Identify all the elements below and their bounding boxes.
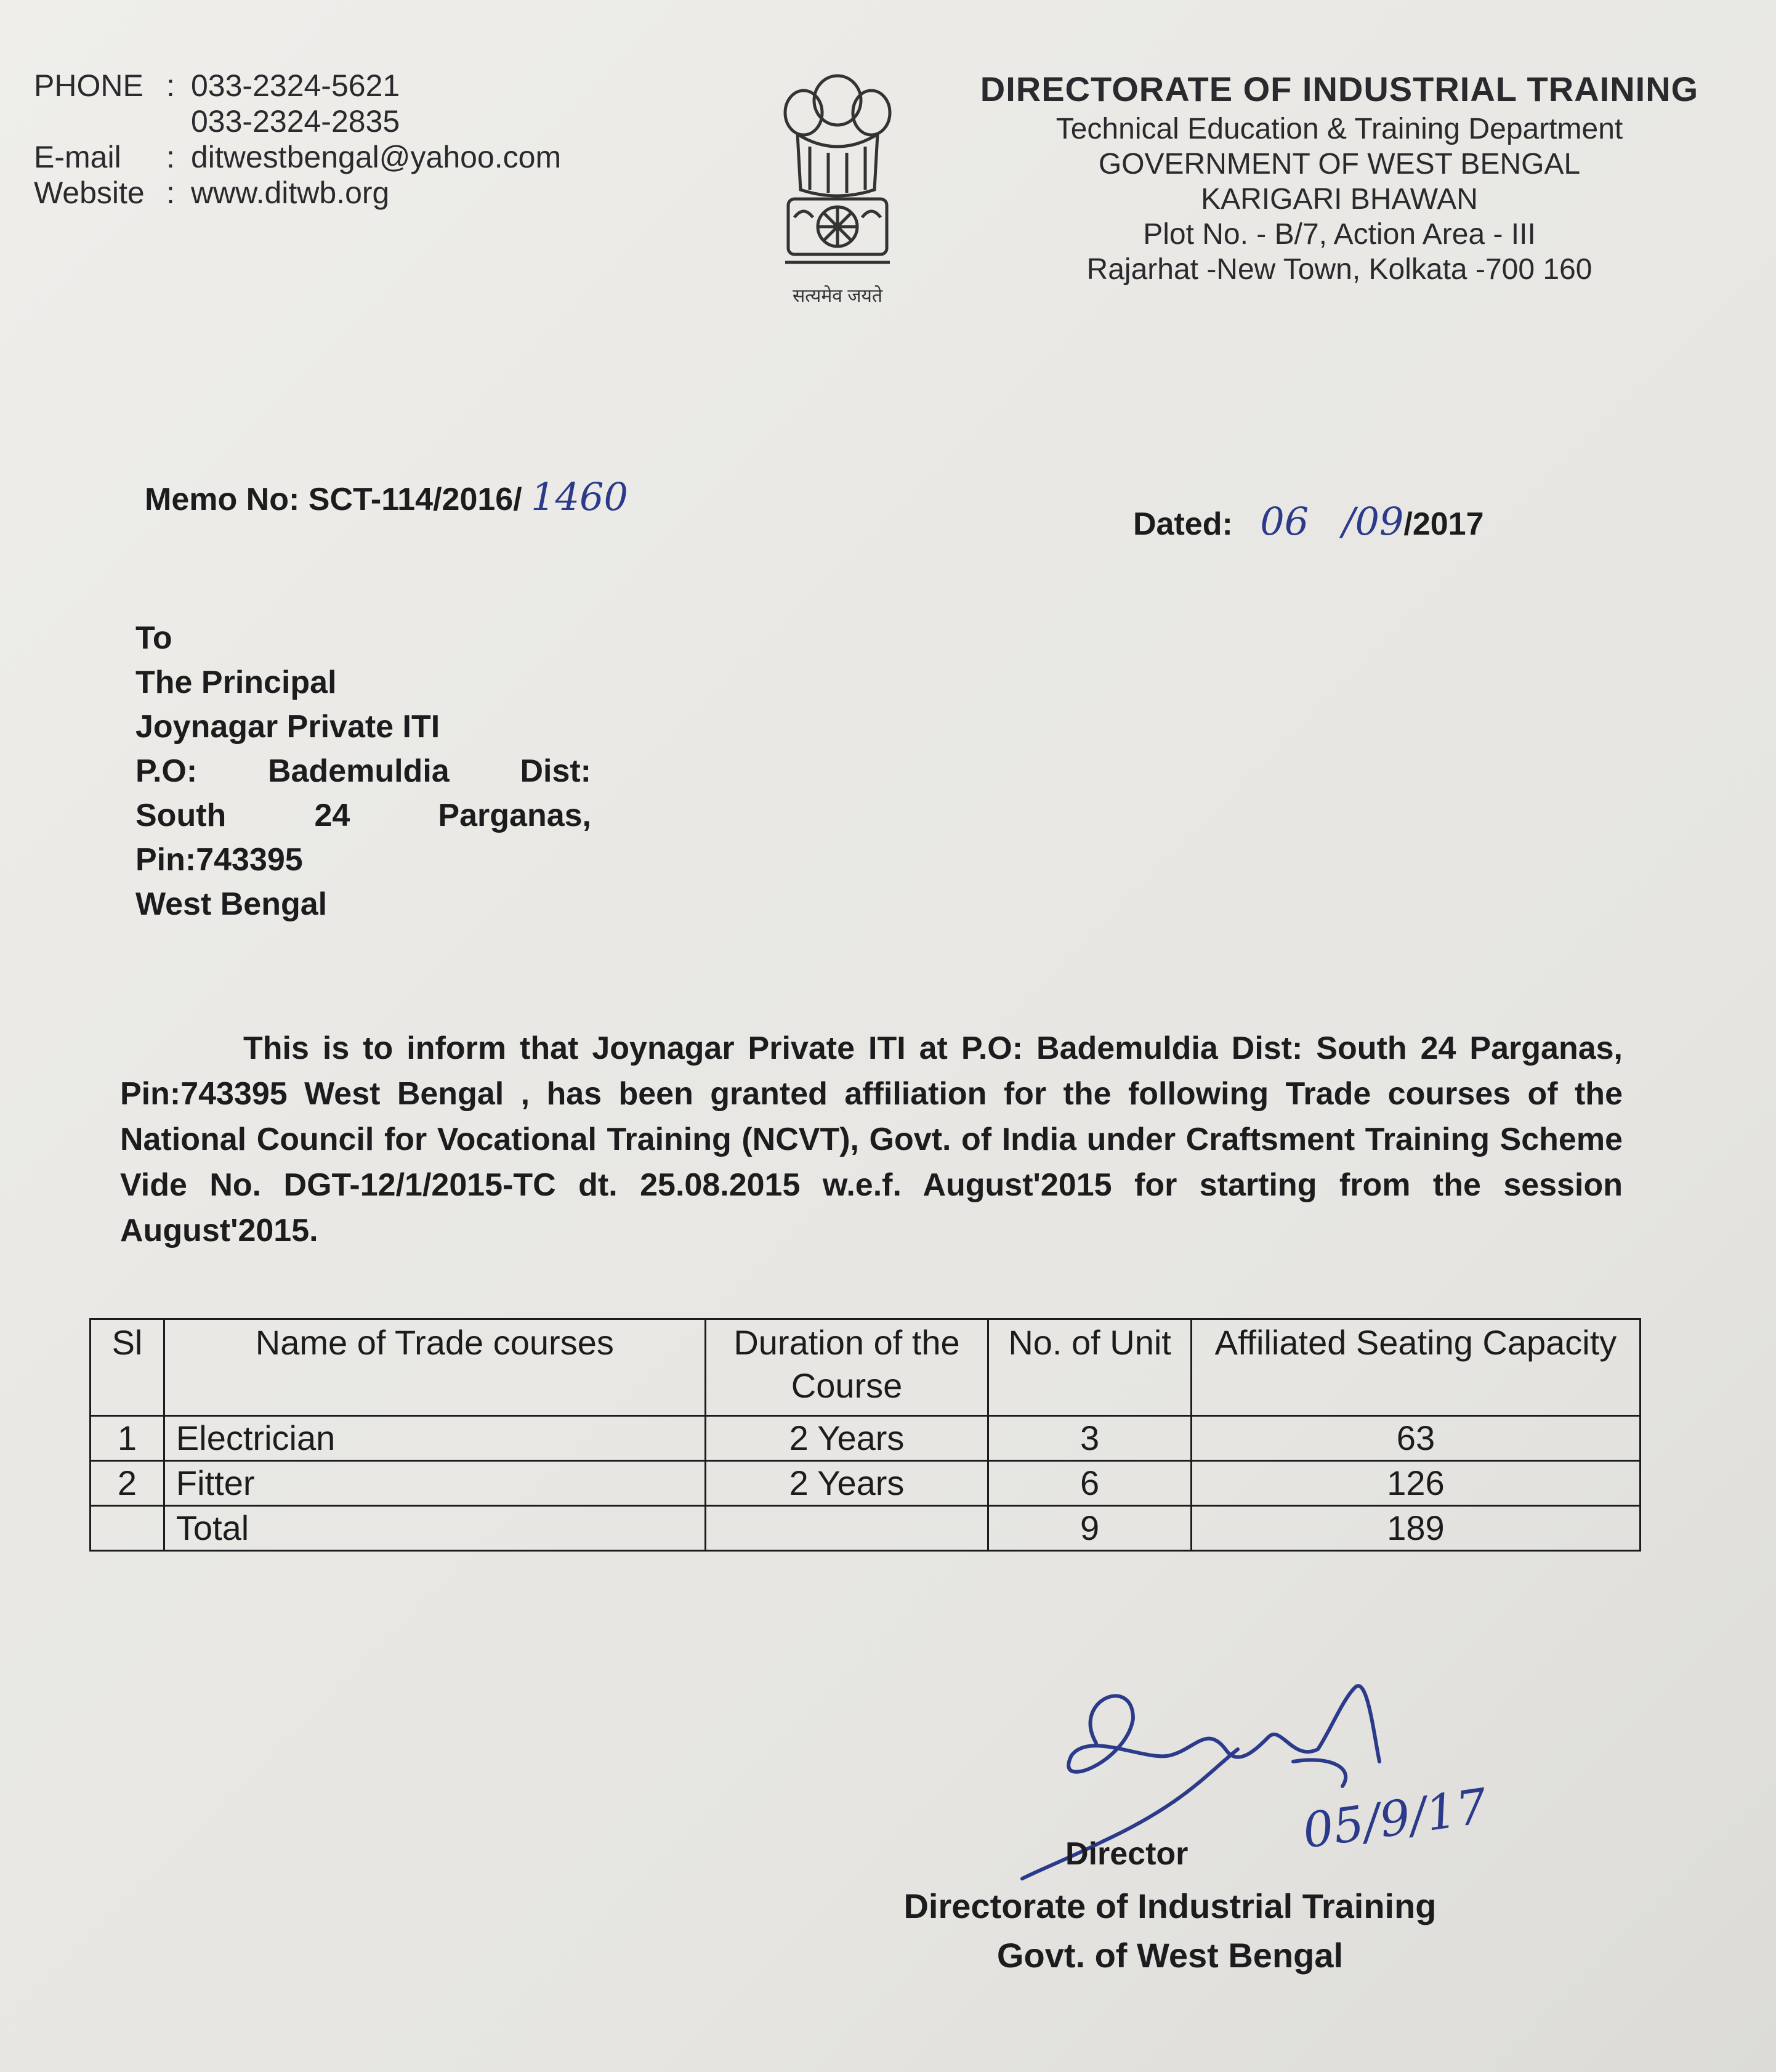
signatory-title: Director bbox=[1065, 1836, 1189, 1872]
website-url: www.ditwb.org bbox=[191, 176, 390, 210]
separator: : bbox=[166, 68, 175, 103]
address-line: The Principal bbox=[135, 665, 337, 700]
plot-line: Plot No. - B/7, Action Area - III bbox=[1143, 218, 1536, 251]
address-word: 24 bbox=[314, 798, 350, 833]
table-cell: 63 bbox=[1191, 1416, 1640, 1461]
phone-label: PHONE bbox=[34, 68, 143, 103]
dated-label: Dated: bbox=[1133, 506, 1233, 542]
address-line: Pin:743395 bbox=[135, 842, 303, 878]
table-cell: 126 bbox=[1191, 1461, 1640, 1506]
phone-number-2: 033-2324-2835 bbox=[191, 104, 400, 139]
date-day-handwritten: 06 bbox=[1260, 499, 1309, 544]
table-cell: 2 Years bbox=[705, 1461, 988, 1506]
email-address: ditwestbengal@yahoo.com bbox=[191, 140, 562, 174]
memo-label: Memo No: SCT-114/2016/ bbox=[145, 482, 522, 517]
column-header: Affiliated Seating Capacity bbox=[1191, 1319, 1640, 1416]
signatory-org bbox=[862, 1882, 1478, 1980]
table-cell: Fitter bbox=[164, 1461, 705, 1506]
recipient-address bbox=[135, 616, 591, 926]
date-month-handwritten: /09 bbox=[1342, 499, 1404, 544]
address-line: West Bengal bbox=[135, 886, 328, 922]
table-cell: 2 bbox=[91, 1461, 164, 1506]
body-paragraph bbox=[120, 1026, 1623, 1253]
table-cell: 1 bbox=[91, 1416, 164, 1461]
address-word: Dist: bbox=[520, 753, 591, 789]
memo-date bbox=[1133, 499, 1484, 544]
address-line bbox=[135, 749, 591, 793]
city-line: Rajarhat -New Town, Kolkata -700 160 bbox=[1086, 253, 1592, 286]
memo-number bbox=[145, 474, 628, 519]
column-header: Duration of the Course bbox=[705, 1319, 988, 1416]
national-emblem-icon bbox=[767, 67, 908, 313]
table-header-row bbox=[91, 1319, 1641, 1416]
website-label: Website bbox=[34, 176, 145, 210]
email-label: E-mail bbox=[34, 140, 121, 174]
table-row bbox=[91, 1461, 1641, 1506]
address-word: P.O: bbox=[135, 753, 198, 789]
address-word: South bbox=[135, 798, 227, 833]
address-word: Bademuldia bbox=[267, 753, 450, 789]
table-cell: 6 bbox=[988, 1461, 1192, 1506]
address-line bbox=[135, 793, 591, 838]
table-cell bbox=[705, 1506, 988, 1551]
body-text: This is to inform that Joynagar Private ITI at P.O: Bademuldia Dist: South 24 Parganas, Pin:743395 West Bengal , has been granted affiliation for the following Trade courses of the National Council for Vocational Training (NCVT), Govt. of India under Craftsment Training Scheme Vide No. DGT-12/1/2015-TC dt. 25.08.2015 w.e.f. August'2015 for starting from the session August'2015. bbox=[120, 1030, 1623, 1248]
table-cell: 189 bbox=[1191, 1506, 1640, 1551]
table-cell: 9 bbox=[988, 1506, 1192, 1551]
address-word: Parganas, bbox=[438, 798, 591, 833]
memo-handwritten-number: 1460 bbox=[531, 474, 628, 519]
address-to: To bbox=[135, 620, 172, 656]
handwritten-signature bbox=[948, 1663, 1503, 1885]
emblem-motto: सत्यमेव जयते bbox=[792, 286, 883, 306]
trade-courses-table bbox=[89, 1318, 1641, 1552]
table-cell: 3 bbox=[988, 1416, 1192, 1461]
letterhead bbox=[955, 69, 1724, 287]
column-header: Name of Trade courses bbox=[164, 1319, 705, 1416]
department-line: Technical Education & Training Department bbox=[1056, 113, 1623, 145]
table-cell: Total bbox=[164, 1506, 705, 1551]
signatory-directorate: Directorate of Industrial Training bbox=[903, 1887, 1437, 1925]
column-header: No. of Unit bbox=[988, 1319, 1192, 1416]
building-line: KARIGARI BHAWAN bbox=[1201, 183, 1478, 216]
signature-date: 05/9/17 bbox=[1299, 1778, 1491, 1860]
address-line: Joynagar Private ITI bbox=[135, 709, 440, 745]
org-title: DIRECTORATE OF INDUSTRIAL TRAINING bbox=[980, 70, 1699, 108]
table-cell: Electrician bbox=[164, 1416, 705, 1461]
separator: : bbox=[166, 140, 175, 174]
table-cell: 2 Years bbox=[705, 1416, 988, 1461]
table-cell bbox=[91, 1506, 164, 1551]
signatory-government: Govt. of West Bengal bbox=[996, 1936, 1344, 1975]
phone-number-1: 033-2324-5621 bbox=[191, 68, 400, 103]
government-line: GOVERNMENT OF WEST BENGAL bbox=[1098, 148, 1581, 180]
column-header: Sl bbox=[91, 1319, 164, 1416]
table-row-total bbox=[91, 1506, 1641, 1551]
contact-block bbox=[34, 68, 561, 211]
date-year: /2017 bbox=[1403, 506, 1484, 542]
table-row bbox=[91, 1416, 1641, 1461]
separator: : bbox=[166, 176, 175, 210]
